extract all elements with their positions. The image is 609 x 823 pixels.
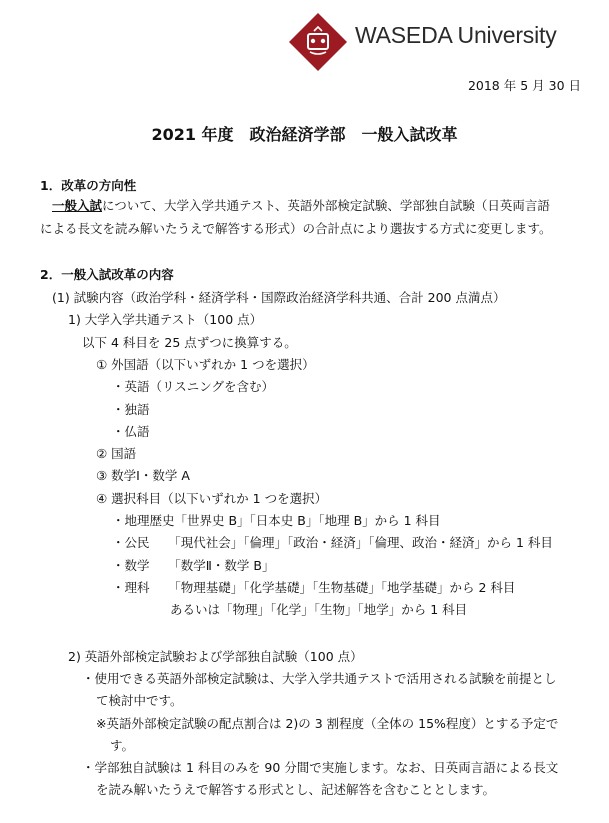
item-2-bullet-2-line-1: ・学部独自試験は 1 科目のみを 90 分間で実施します。なお、日英両言語による長文 bbox=[82, 760, 559, 775]
choice-4-math: ・数学 「数学Ⅱ・数学 B」 bbox=[112, 558, 275, 573]
choice-4-history: ・地理歴史「世界史 B」「日本史 B」「地理 B」から 1 科目 bbox=[112, 513, 441, 528]
waseda-emblem-icon bbox=[288, 12, 348, 72]
university-logo bbox=[288, 12, 348, 76]
item-2-bullet-1-line-2: て検討中です。 bbox=[96, 693, 183, 708]
item-2-heading: 2) 英語外部検定試験および学部独自試験（100 点） bbox=[68, 649, 363, 664]
document-date: 2018 年 5 月 30 日 bbox=[467, 78, 581, 93]
choice-2: ② 国語 bbox=[96, 446, 137, 461]
choice-1-german: ・独語 bbox=[112, 402, 150, 417]
choice-4: ④ 選択科目（以下いずれか 1 つを選択） bbox=[96, 491, 328, 506]
choice-1: ① 外国語（以下いずれか 1 つを選択） bbox=[96, 357, 315, 372]
page-title: 2021 年度 政治経済学部 一般入試改革 bbox=[151, 125, 458, 144]
item-2-bullet-2-line-2: を読み解いたうえで解答する形式とし、記述解答を含むこととします。 bbox=[96, 782, 496, 797]
choice-3: ③ 数学Ⅰ・数学 A bbox=[96, 468, 190, 483]
section-2-heading: 2．一般入試改革の内容 bbox=[40, 267, 174, 282]
section-1-heading: 1．改革の方向性 bbox=[40, 178, 137, 193]
lead-term: 一般入試 bbox=[52, 198, 103, 213]
section-1-line-1 bbox=[52, 196, 550, 214]
section-1-line-2: による長文を読み解いたうえで解答する形式）の合計点により選抜する方式に変更します。 bbox=[40, 221, 552, 236]
choice-1-french: ・仏語 bbox=[112, 424, 150, 439]
item-1-heading: 1) 大学入学共通テスト（100 点） bbox=[68, 312, 263, 327]
item-2-note-line-1: ※英語外部検定試験の配点割合は 2)の 3 割程度（全体の 15%程度）とする予定で bbox=[96, 716, 559, 731]
item-1-note: 以下 4 科目を 25 点ずつに換算する。 bbox=[82, 335, 297, 350]
subsection-1: (1) 試験内容（政治学科・経済学科・国際政治経済学科共通、合計 200 点満点） bbox=[52, 290, 506, 305]
choice-4-civics: ・公民 「現代社会」「倫理」「政治・経済」「倫理、政治・経済」から 1 科目 bbox=[112, 535, 553, 550]
choice-4-science: ・理科 「物理基礎」「化学基礎」「生物基礎」「地学基礎」から 2 科目 bbox=[112, 580, 516, 595]
choice-4-science-alt: あるいは「物理」「化学」「生物」「地学」から 1 科目 bbox=[170, 602, 468, 617]
item-2-note-line-2: す。 bbox=[110, 738, 135, 753]
logo-text: WASEDA University bbox=[355, 22, 557, 48]
section-1-line-1-rest: について、大学入学共通テスト、英語外部検定試験、学部独自試験（日英両言語 bbox=[102, 198, 550, 213]
item-2-bullet-1-line-1: ・使用できる英語外部検定試験は、大学入学共通テストで活用される試験を前提とし bbox=[82, 671, 557, 686]
choice-1-english: ・英語（リスニングを含む） bbox=[112, 379, 275, 394]
